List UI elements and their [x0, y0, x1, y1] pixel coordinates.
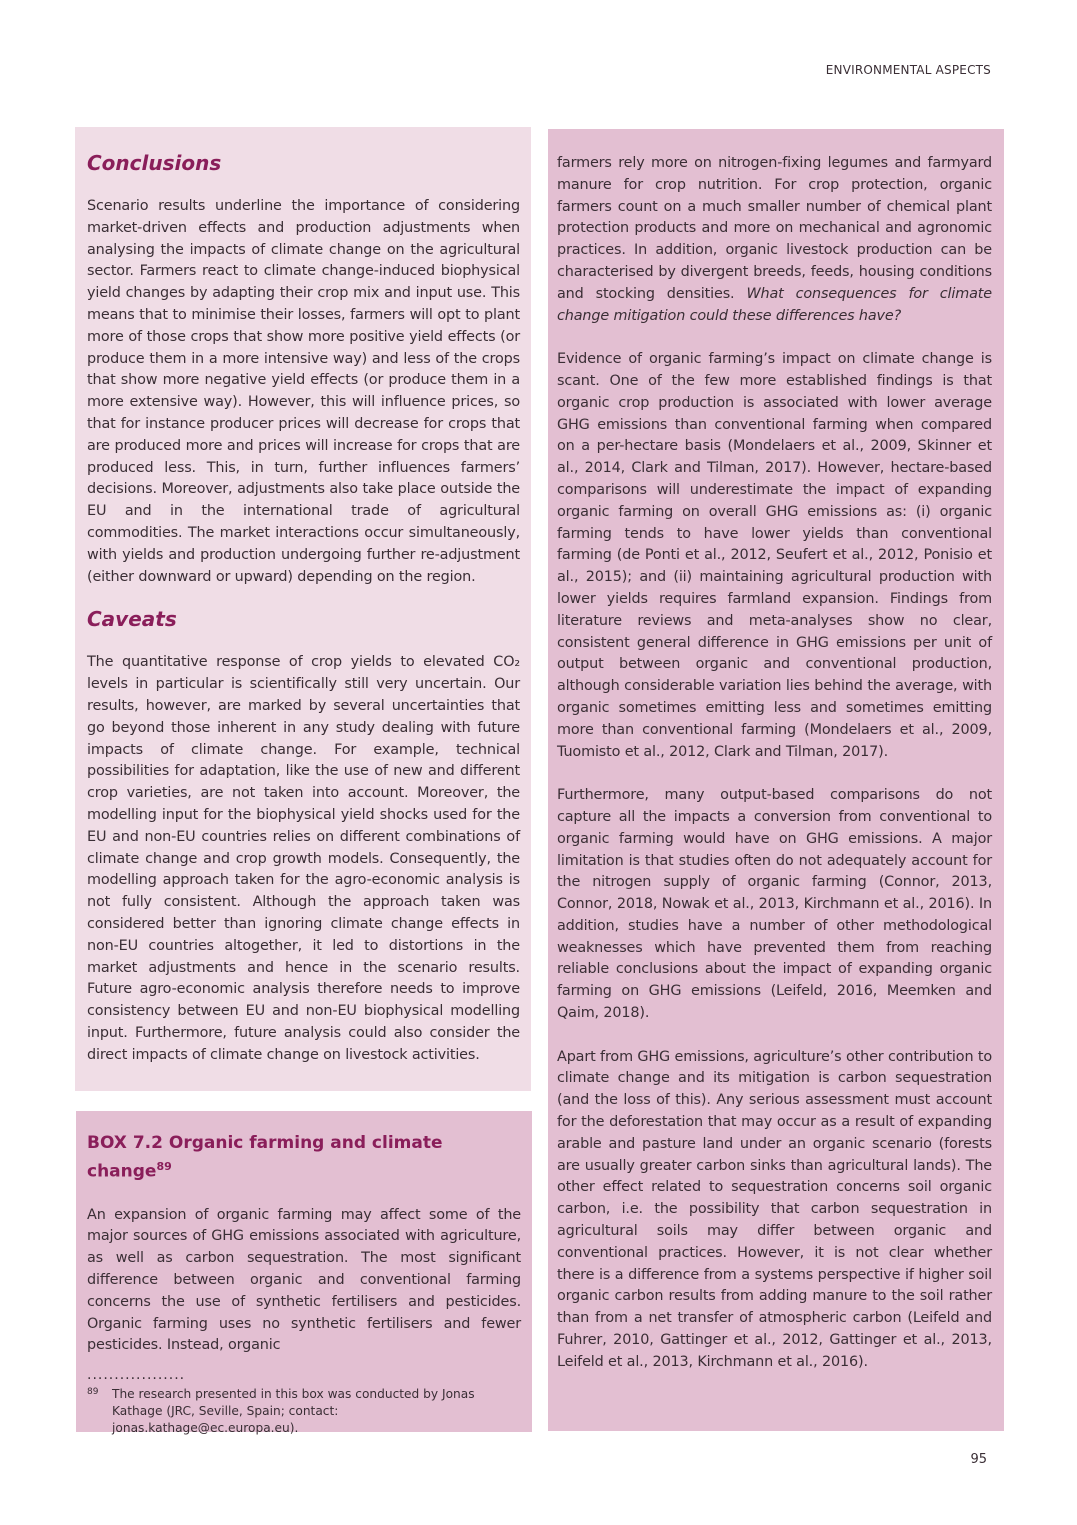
running-head: ENVIRONMENTAL ASPECTS [825, 63, 991, 77]
footnote-number: 89 [87, 1387, 99, 1398]
box-paragraph-3: Furthermore, many output-based comparisons do not capture all the impacts a conversion from conventional to organic farming would have on GHG emissions. A major limitation is that studies often do not adequately account for the nitrogen supply of organic farming (Connor, 2013, Connor, 2018, Nowak et al., 2013, Kirchmann et al., 2016). In addition, studies have a number of other methodological weaknesses which have prevented them from reaching reliable conclusions about the impact of expanding organic farming on GHG emissions (Leifeld, 2016, Meemken and Qaim, 2018). [557, 787, 992, 1022]
box-question: What consequences for climate change mitigation could these differences have? [557, 285, 992, 324]
box-label: BOX 7.2 [87, 1133, 163, 1153]
box-paragraph-2: Evidence of organic farming’s impact on climate change is scant. One of the few more established findings is that organic crop production is associated with lower average GHG emissions than conventional farming when compared on a per-hectare basis (Mondelaers et al., 2009, Skinner et al., 2014, Clark and Tilman, 2017). However, hectare-based comparisons will underestimate the impact of expanding organic farming on overall GHG emissions as: (i) organic farming tends to have lower yields than conventional farming (de Ponti et al., 2012, Seufert et al., 2012, Ponisio et al., 2015); and (ii) maintaining agricultural production with lower yields requires farmland expansion. Findings from literature reviews and meta-analyses show no clear, consistent general difference in GHG emissions per unit of output between organic and conventional production, although considerable variation lies behind the average, with organic sometimes emitting less and sometimes emitting more than conventional farming (Mondelaers et al., 2009, Tuomisto et al., 2012, Clark and Tilman, 2017). [557, 351, 992, 760]
conclusions-title: Conclusions [87, 151, 222, 175]
conclusions-body: Scenario results underline the importance of considering market-driven effects and production adjustments when analysing the impacts of climate change on the agricultural sector. Farmers react to climate change-induced biophysical yield changes by adapting their crop mix and input use. This means that to minimise their losses, farmers will opt to plant more of those crops that show more positive yield effects (or produce them in a more intensive way) and less of the crops that show more negative yield effects (or produce them in a more extensive way). However, this will influence prices, so that for instance producer prices will decrease for crops that are produced more and prices will increase for crops that are produced less. This, in turn, further influences farmers’ decisions. Moreover, adjustments also take place outside the EU and in the international trade of agricultural commodities. The market interactions occur simultaneously, with yields and production undergoing further re-adjustment (either downward or upward) depending on the region. [87, 198, 520, 585]
box-footnote-ref[interactable]: 89 [156, 1160, 172, 1173]
footnote-divider: .................. [87, 1367, 186, 1384]
footnote [87, 1386, 521, 1437]
caveats-title: Caveats [87, 607, 177, 632]
box-title-text: Organic farming and climate change [87, 1133, 443, 1182]
page-number: 95 [970, 1452, 987, 1467]
box-body: An expansion of organic farming may affect some of the major sources of GHG emissions associated with agriculture, as well as carbon sequestration. The most significant difference between organic and conventional farming concerns the use of synthetic fertilisers and pesticides. Organic farming uses no synthetic fertilisers and fewer pesticides. Instead, organic [87, 1206, 521, 1354]
box-paragraph-4: Apart from GHG emissions, agriculture’s other contribution to climate change and its mitigation is carbon sequestration (and the loss of this). Any serious assessment must account for the deforestation that may occur as a result of expanding arable and pasture land under an organic scenario (forests are usually greater carbon sinks than agricultural lands). The other effect related to sequestration concerns soil organic carbon, i.e. the possibility that carbon sequestration in agricultural soils may differ between organic and conventional practices. However, it is not clear whether there is a difference from a systems perspective if higher soil organic carbon results from adding manure to the soil rather than from a net transfer of atmospheric carbon (Leifeld and Fuhrer, 2010, Gattinger et al., 2012, Gattinger et al., 2013, Leifeld et al., 2013, Kirchmann et al., 2016). [557, 1048, 992, 1370]
box-7-2-panel [76, 1111, 532, 1436]
caveats-body: The quantitative response of crop yields to elevated CO₂ levels in particular is scientifically still very uncertain. Our results, however, are marked by several uncertainties that go beyond those inherent in any study dealing with future impacts of climate change. For example, technical possibilities for adaptation, like the use of new and different crop varieties, are not taken into account. Moreover, the modelling input for the biophysical yield shocks used for the EU and non-EU countries relies on different combinations of climate change and crop growth models. Consequently, the modelling approach taken for the agro-economic analysis is not fully consistent. Although the approach taken was considered better than ignoring climate change effects in non-EU countries altogether, it led to distortions in the market adjustments and hence in the scenario results. Future agro-economic analysis therefore needs to improve consistency between EU and non-EU biophysical modelling input. Furthermore, future analysis could also consider the direct impacts of climate change on livestock activities. [87, 654, 520, 1063]
box-continuation-panel [548, 129, 1004, 1431]
box-paragraph-1-text: farmers rely more on nitrogen-fixing legumes and farmyard manure for crop nutrition. For crop protection, organic farmers count on a much smaller number of chemical plant protection products and more on mechanical and agronomic practices. In addition, organic livestock production can be characterised by divergent breeds, feeds, housing conditions and stocking densities. [557, 155, 992, 302]
footnote-text: The research presented in this box was conducted by Jonas Kathage (JRC, Seville, Spain; contact: jonas.kathage@ec.europa.eu). [112, 1387, 475, 1436]
box-paragraph-1 [557, 153, 992, 327]
box-title [87, 1131, 521, 1184]
conclusions-panel [75, 127, 531, 1091]
